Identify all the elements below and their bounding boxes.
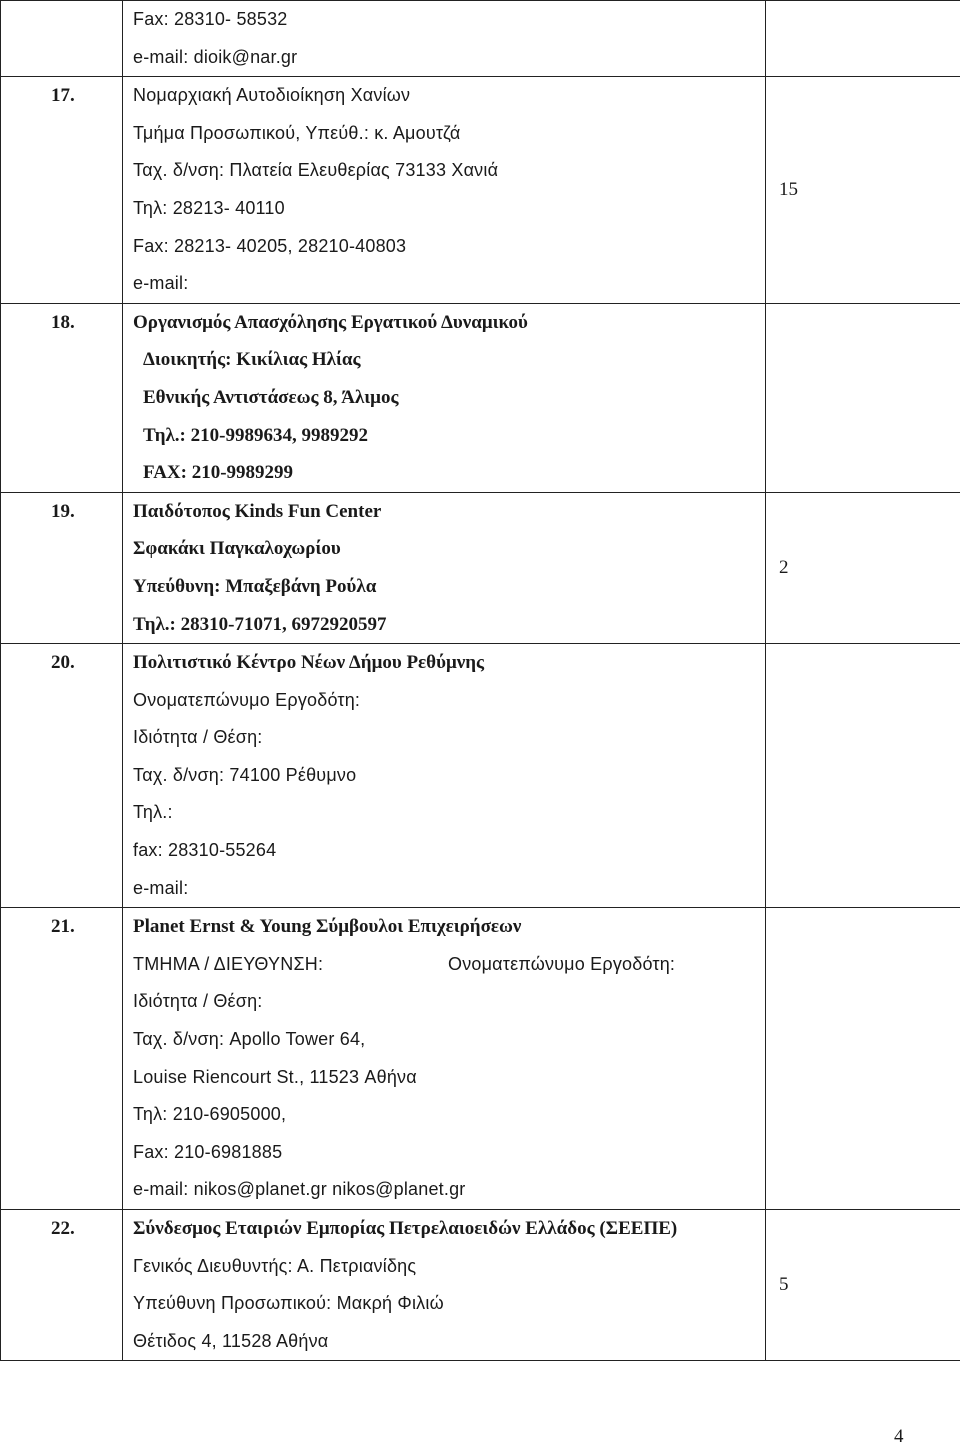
- entry-detail-line: Διοικητής: Κικίλιας Ηλίας: [123, 341, 765, 379]
- entries-body: [1, 1, 960, 1361]
- entry-number-cell: [1, 492, 123, 643]
- entry-count-cell: [766, 908, 960, 1210]
- entry-details: [123, 1210, 766, 1361]
- entry-number: [1, 1, 122, 39]
- entry-detail-line: Νομαρχιακή Αυτοδιοίκηση Χανίων: [123, 77, 765, 115]
- entry-detail-line: Τηλ: 28213- 40110: [123, 190, 765, 228]
- entry-details: [123, 1, 766, 77]
- entry-number: 19.: [1, 493, 122, 531]
- entry-detail-line: Σφακάκι Παγκαλοχωρίου: [123, 530, 765, 568]
- entry-count-cell: [766, 1, 960, 77]
- entry-detail-line: Louise Riencourt St., 11523 Αθήνα: [123, 1059, 765, 1097]
- entry-number-cell: [1, 1210, 123, 1361]
- entry-detail-line: e-mail: dioik@nar.gr: [123, 39, 765, 77]
- entry-detail-line: e-mail:: [123, 870, 765, 908]
- entry-number-cell: [1, 303, 123, 492]
- entry-detail-line: Fax: 28310- 58532: [123, 1, 765, 39]
- entry-detail-line: Παιδότοπος Kinds Fun Center: [123, 493, 765, 531]
- entry-detail-line: [123, 946, 765, 984]
- entry-number: 22.: [1, 1210, 122, 1248]
- entry-detail-line: Ονοματεπώνυμο Εργοδότη:: [123, 682, 765, 720]
- entry-detail-text-right: Ονοματεπώνυμο Εργοδότη:: [448, 946, 675, 984]
- entry-detail-line: Γενικός Διευθυντής: Α. Πετριανίδης: [123, 1248, 765, 1286]
- entry-number: 17.: [1, 77, 122, 115]
- entry-number-cell: [1, 908, 123, 1210]
- entry-detail-line: Fax: 210-6981885: [123, 1134, 765, 1172]
- entry-count-cell: [766, 303, 960, 492]
- entry-row: [1, 492, 960, 643]
- entry-detail-line: Τηλ.: 210-9989634, 9989292: [123, 417, 765, 455]
- entry-detail-text: ΤΜΗΜΑ / ΔΙΕΥΘΥΝΣΗ:: [133, 954, 323, 974]
- entry-detail-line: Σύνδεσμος Εταιριών Εμπορίας Πετρελαιοειδών Ελλάδος (ΣΕΕΠΕ): [123, 1210, 765, 1248]
- page-number: 4: [894, 1427, 904, 1446]
- entry-detail-line: Υπεύθυνη: Μπαξεβάνη Ρούλα: [123, 568, 765, 606]
- entry-detail-line: FAX: 210-9989299: [123, 454, 765, 492]
- entry-details: [123, 492, 766, 643]
- entry-detail-line: Ταχ. δ/νση: Apollo Tower 64,: [123, 1021, 765, 1059]
- entry-row: [1, 77, 960, 304]
- entry-detail-line: Θέτιδος 4, 11528 Αθήνα: [123, 1323, 765, 1361]
- entry-detail-line: Ιδιότητα / Θέση:: [123, 719, 765, 757]
- entry-detail-line: Ιδιότητα / Θέση:: [123, 983, 765, 1021]
- entry-detail-line: Οργανισμός Απασχόλησης Εργατικού Δυναμικού: [123, 304, 765, 342]
- entry-detail-line: Τηλ.: 28310-71071, 6972920597: [123, 606, 765, 644]
- entry-details: [123, 303, 766, 492]
- entry-row: [1, 1210, 960, 1361]
- entry-detail-line: Planet Ernst & Young Σύμβουλοι Επιχειρήσεων: [123, 908, 765, 946]
- entry-detail-line: Πολιτιστικό Κέντρο Νέων Δήμου Ρεθύμνης: [123, 644, 765, 682]
- entry-detail-line: Τηλ: 210-6905000,: [123, 1096, 765, 1134]
- entry-number: 20.: [1, 644, 122, 682]
- entry-detail-line: Τμήμα Προσωπικού, Υπεύθ.: κ. Αμουτζά: [123, 115, 765, 153]
- entry-detail-line: Εθνικής Αντιστάσεως 8, Άλιμος: [123, 379, 765, 417]
- entry-details: [123, 908, 766, 1210]
- entry-count-cell: [766, 77, 960, 304]
- entry-row: [1, 644, 960, 908]
- entry-detail-line: e-mail:: [123, 265, 765, 303]
- entry-detail-line: fax: 28310-55264: [123, 832, 765, 870]
- entry-detail-line: Ταχ. δ/νση: 74100 Ρέθυμνο: [123, 757, 765, 795]
- entry-number: 21.: [1, 908, 122, 946]
- entry-row: [1, 1, 960, 77]
- entry-detail-line: Υπεύθυνη Προσωπικού: Μακρή Φιλιώ: [123, 1285, 765, 1323]
- entry-details: [123, 77, 766, 304]
- entry-count-cell: [766, 492, 960, 643]
- entry-row: [1, 303, 960, 492]
- entry-number-cell: [1, 77, 123, 304]
- entry-count-cell: [766, 1210, 960, 1361]
- entry-detail-line: e-mail: nikos@planet.gr nikos@planet.gr: [123, 1171, 765, 1209]
- entry-count: 15: [779, 180, 798, 199]
- entry-row: [1, 908, 960, 1210]
- entry-count: 5: [779, 1275, 789, 1294]
- entry-details: [123, 644, 766, 908]
- entry-number: 18.: [1, 304, 122, 342]
- entry-detail-line: Ταχ. δ/νση: Πλατεία Ελευθερίας 73133 Χανιά: [123, 152, 765, 190]
- entry-number-cell: [1, 644, 123, 908]
- entry-detail-line: Fax: 28213- 40205, 28210-40803: [123, 228, 765, 266]
- entry-count: 2: [779, 558, 789, 577]
- entry-detail-line: Τηλ.:: [123, 794, 765, 832]
- entry-count-cell: [766, 644, 960, 908]
- entry-number-cell: [1, 1, 123, 77]
